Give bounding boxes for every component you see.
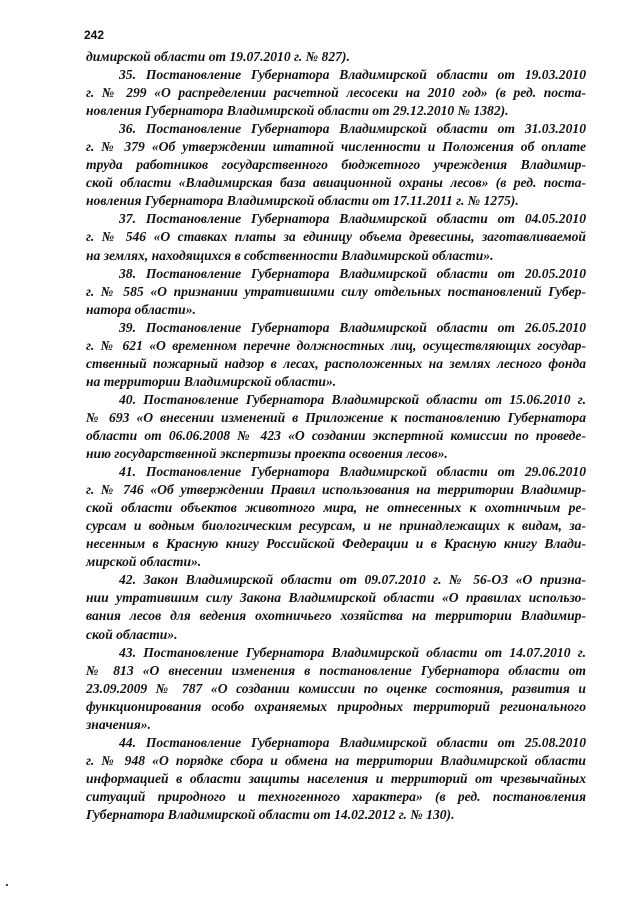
text-line: 39. Постановление Губернатора Владимирской области от 26.05.2010 [119, 319, 586, 335]
paragraph [86, 66, 586, 120]
text-line: г. № 546 «О ставках платы за единицу объема древесины, заготавливаемой [86, 229, 586, 245]
text-line: 37. Постановление Губернатора Владимирской области от 04.05.2010 [119, 211, 586, 227]
text-line: 36. Постановление Губернатора Владимирской области от 31.03.2010 [119, 121, 586, 137]
text-line: на землях, находящихся в собственности Владимирской области». [86, 247, 494, 263]
text-line: функционирования особо охраняемых природных территорий регионального [86, 698, 586, 714]
text-line: г. № 948 «О порядке сбора и обмена на территории Владимирской области [86, 752, 586, 768]
text-line: 40. Постановление Губернатора Владимирской области от 15.06.2010 г. [119, 391, 586, 407]
paragraph [86, 265, 586, 319]
paragraph [86, 734, 586, 824]
text-line: ской области «Владимирская база авиационной охраны лесов» (в ред. поста- [86, 175, 586, 191]
text-line: 23.09.2009 № 787 «О создании комиссии по оценке состояния, развития и [86, 680, 586, 696]
text-line: сурсам и водным биологическим ресурсам, и не принадлежащих к видам, за- [86, 518, 586, 534]
paragraph [86, 463, 586, 571]
text-line: труда работников государственного бюджетного учреждения Владимир- [86, 157, 586, 173]
text-line: области от 06.06.2008 № 423 «О создании экспертной комиссии по проведе- [86, 427, 586, 443]
text-line: г. № 299 «О распределении расчетной лесосеки на 2010 год» (в ред. поста- [86, 85, 586, 101]
paragraph [86, 644, 586, 734]
text-line: № 693 «О внесении изменений в Приложение к постановлению Губернатора [86, 409, 586, 425]
text-line: ской области объектов животного мира, не отнесенных к охотничьим ре- [86, 500, 586, 516]
text-line: 43. Постановление Губернатора Владимирской области от 14.07.2010 г. [119, 644, 586, 660]
margin-mark [6, 884, 8, 886]
page-number: 242 [84, 28, 105, 42]
document-body [86, 48, 586, 824]
text-line: 42. Закон Владимирской области от 09.07.2010 г. № 56-ОЗ «О призна- [119, 572, 586, 588]
text-line: 38. Постановление Губернатора Владимирской области от 20.05.2010 [119, 265, 586, 281]
paragraph [86, 210, 586, 264]
text-line: 41. Постановление Губернатора Владимирской области от 29.06.2010 [119, 464, 586, 480]
text-line: несенным в Красную книгу Российской Федерации и в Красную книгу Влади- [86, 536, 586, 552]
text-line: новления Губернатора Владимирской области от 29.12.2010 № 1382). [86, 103, 509, 119]
text-line: нию государственной экспертизы проекта освоения лесов». [86, 446, 448, 462]
text-line: ственный пожарный надзор в лесах, расположенных на землях лесного фонда [86, 355, 586, 371]
text-line: значения». [86, 716, 151, 732]
text-line: на территории Владимирской области». [86, 373, 337, 389]
paragraph [86, 48, 586, 66]
text-line: № 813 «О внесении изменения в постановление Губернатора области от [86, 662, 586, 678]
text-line: ситуаций природного и техногенного характера» (в ред. постановления [86, 788, 586, 804]
text-line: Губернатора Владимирской области от 14.02.2012 г. № 130). [86, 806, 455, 822]
text-line: 44. Постановление Губернатора Владимирской области от 25.08.2010 [119, 734, 586, 750]
text-line: нии утратившим силу Закона Владимирской области «О правилах использо- [86, 590, 586, 606]
text-line: г. № 746 «Об утверждении Правил использования на территории Владимир- [86, 482, 586, 498]
text-line: новления Губернатора Владимирской области от 17.11.2011 г. № 1275). [86, 193, 519, 209]
paragraph [86, 391, 586, 463]
text-line: вания лесов для ведения охотничьего хозяйства на территории Владимир- [86, 608, 586, 624]
text-line: г. № 621 «О временном перечне должностных лиц, осуществляющих государ- [86, 337, 586, 353]
text-line: г. № 379 «Об утверждении штатной численности и Положения об оплате [86, 139, 586, 155]
text-line: ской области». [86, 626, 178, 642]
text-line: димирской области от 19.07.2010 г. № 827). [86, 49, 350, 64]
text-line: мирской области». [86, 554, 202, 570]
text-line: г. № 585 «О признании утратившими силу отдельных постановлений Губер- [86, 283, 586, 299]
text-line: информацией в области защиты населения и территорий от чрезвычайных [86, 770, 586, 786]
paragraph [86, 120, 586, 210]
text-line: 35. Постановление Губернатора Владимирской области от 19.03.2010 [119, 67, 586, 83]
paragraph [86, 571, 586, 643]
paragraph [86, 319, 586, 391]
text-line: натора области». [86, 301, 196, 317]
